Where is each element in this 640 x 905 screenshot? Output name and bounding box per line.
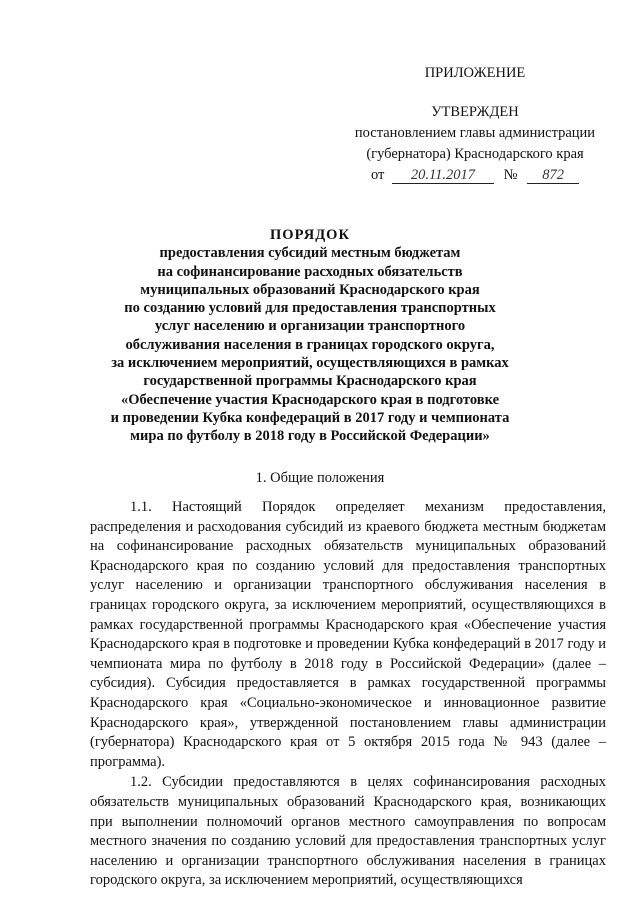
title-main: ПОРЯДОК — [270, 227, 350, 243]
title-line: по созданию условий для предоставления транспортных — [124, 300, 496, 317]
handwritten-date: 20.11.2017 — [392, 168, 494, 184]
title-line: за исключением мероприятий, осуществляющихся в рамках — [111, 355, 509, 372]
title-line: обслуживания населения в границах городского округа, — [125, 336, 495, 353]
appendix-heading: ПРИЛОЖЕНИЕ — [424, 65, 526, 81]
approved-heading: УТВЕРЖДЕН — [431, 104, 519, 120]
approved-by-line-1: постановлением главы администрации — [354, 125, 596, 141]
paragraph-1-2: 1.2. Субсидии предоставляются в целях софинансирования расходных обязательств муниципальных образований Краснодарского края, возникающих при выполнении полномочий органов местного самоуправления по вопросам местного значения по созданию условий для предоставления транспортных услуг населению и организации транспортного обслуживания населения в границах городского округа, за исключением мероприятий, осуществляющихся — [90, 774, 606, 889]
appendix-label — [330, 64, 620, 83]
number-prefix: № — [503, 167, 518, 183]
title-line: предоставления субсидий местным бюджетам — [159, 245, 461, 262]
title-line: «Обеспечение участия Краснодарского края в подготовке — [120, 391, 500, 408]
approved-by-line-2: (губернатора) Краснодарского края — [366, 146, 584, 162]
section-heading: 1. Общие положения — [255, 470, 385, 486]
paragraph-1-1: 1.1. Настоящий Порядок определяет механизм предоставления, распределения и расходования субсидий из краевого бюджета местным бюджетам на софинансирование расходных обязательств муниципальных образований Краснодарского края по созданию условий для предоставления транспортных услуг населению и организации транспортного обслуживания населения в границах городского округа, за исключением мероприятий, осуществляющихся в рамках государственной программы Краснодарского края «Обеспечение участия Краснодарского края в подготовке и проведении Кубка конфедераций в 2017 году и чемпионата мира по футболу в 2018 году в Российской Федерации» (далее – субсидия). Субсидия предоставляется в рамках государственной программы Краснодарского края «Социально-экономическое и инновационное развитие Краснодарского края», утвержденной постановлением главы администрации (губернатора) Краснодарского края от 5 октября 2015 года № 943 (далее – программа). — [90, 499, 606, 770]
title-line: услуг населению и организации транспортного — [154, 318, 466, 335]
title-line: и проведении Кубка конфедераций в 2017 году и чемпионата — [110, 409, 510, 426]
title-line: государственной программы Краснодарского края — [143, 373, 477, 390]
title-line: на софинансирование расходных обязательств — [157, 263, 463, 280]
document-body — [90, 498, 606, 891]
approval-block — [330, 102, 620, 186]
title-line: муниципальных образований Краснодарского края — [140, 281, 480, 298]
date-number-line — [330, 165, 620, 186]
date-prefix: от — [370, 167, 385, 183]
document-title — [100, 226, 520, 446]
handwritten-number: 872 — [527, 168, 579, 184]
title-line: мира по футболу в 2018 году в Российской Федерации» — [130, 428, 490, 445]
